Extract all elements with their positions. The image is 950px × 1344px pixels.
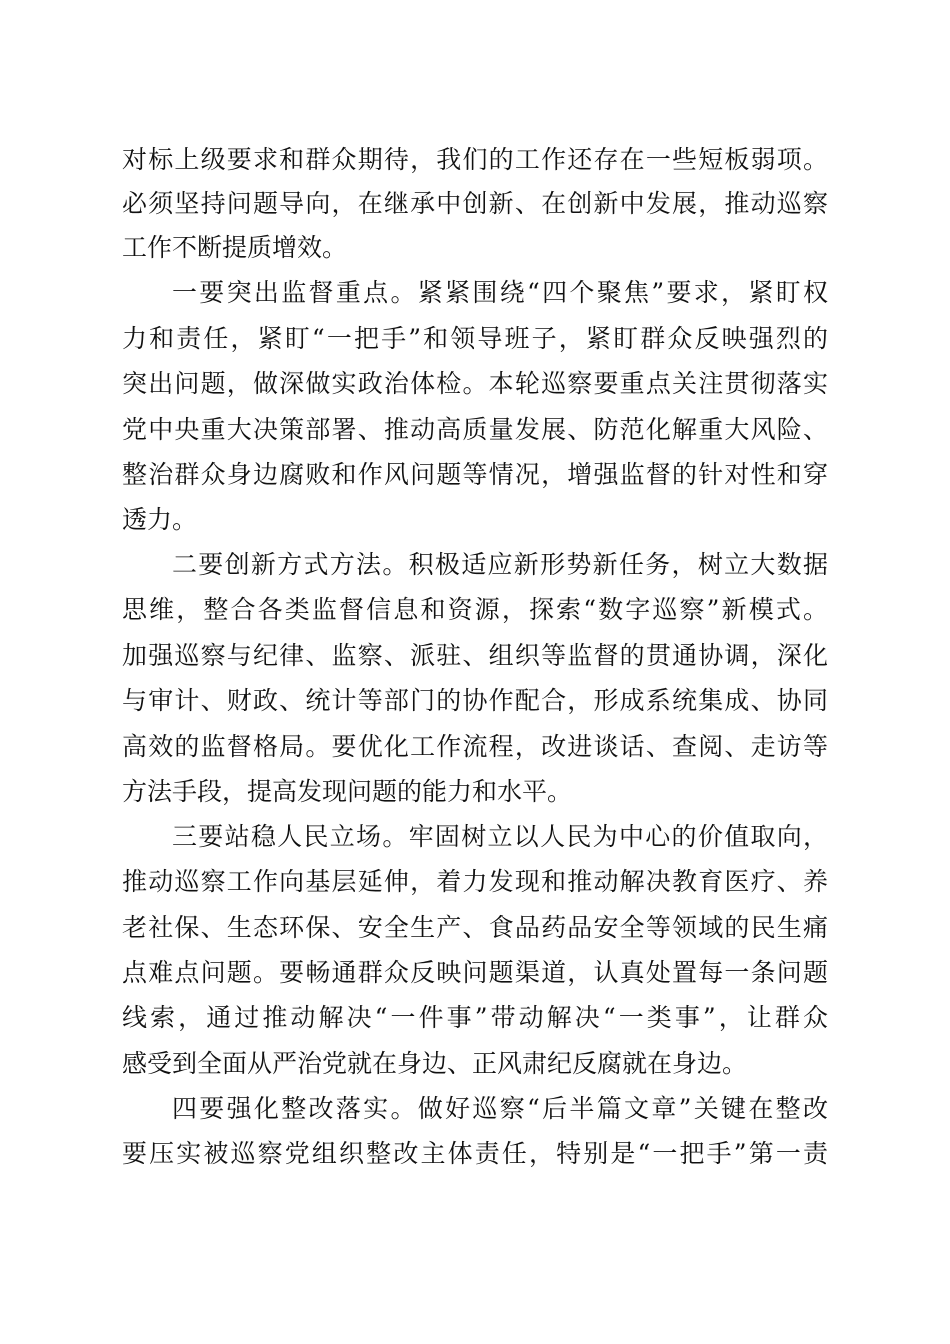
text-line: 突出问题，做深做实政治体检。本轮巡察要重点关注贯彻落实 xyxy=(122,369,828,398)
text-line: 推动巡察工作向基层延伸，着力发现和推动解决教育医疗、养 xyxy=(122,867,828,896)
text-line: 要压实被巡察党组织整改主体责任，特别是“一把手”第一责 xyxy=(122,1139,828,1168)
text-line: 方法手段，提高发现问题的能力和水平。 xyxy=(122,777,573,806)
text-line: 整治群众身边腐败和作风问题等情况，增强监督的针对性和穿 xyxy=(122,460,828,489)
text-line: 老社保、生态环保、安全生产、食品药品安全等领域的民生痛 xyxy=(122,913,828,942)
paragraph-first-line: 一要突出监督重点。紧紧围绕“四个聚焦”要求，紧盯权 xyxy=(172,278,828,307)
text-line: 工作不断提质增效。 xyxy=(122,233,348,262)
text-line: 与审计、财政、统计等部门的协作配合，形成系统集成、协同 xyxy=(122,686,828,715)
paragraph-first-line: 四要强化整改落实。做好巡察“后半篇文章”关键在整改 xyxy=(172,1094,828,1123)
text-line: 力和责任，紧盯“一把手”和领导班子，紧盯群众反映强烈的 xyxy=(122,324,828,353)
paragraph-first-line: 三要站稳人民立场。牢固树立以人民为中心的价值取向， xyxy=(172,822,828,851)
text-line: 线索，通过推动解决“一件事”带动解决“一类事”，让群众 xyxy=(122,1003,828,1032)
text-line: 党中央重大决策部署、推动高质量发展、防范化解重大风险、 xyxy=(122,415,828,444)
text-line: 必须坚持问题导向，在继承中创新、在创新中发展，推动巡察 xyxy=(122,189,828,218)
text-line: 高效的监督格局。要优化工作流程，改进谈话、查阅、走访等 xyxy=(122,732,828,761)
text-line: 思维，整合各类监督信息和资源，探索“数字巡察”新模式。 xyxy=(122,595,828,624)
text-line: 对标上级要求和群众期待，我们的工作还存在一些短板弱项。 xyxy=(122,145,828,174)
text-line: 感受到全面从严治党就在身边、正风肃纪反腐就在身边。 xyxy=(122,1049,748,1078)
text-line: 加强巡察与纪律、监察、派驻、组织等监督的贯通协调，深化 xyxy=(122,641,828,670)
text-line: 透力。 xyxy=(122,505,198,534)
paragraph-first-line: 二要创新方式方法。积极适应新形势新任务，树立大数据 xyxy=(172,550,828,579)
text-line: 点难点问题。要畅通群众反映问题渠道，认真处置每一条问题 xyxy=(122,958,828,987)
